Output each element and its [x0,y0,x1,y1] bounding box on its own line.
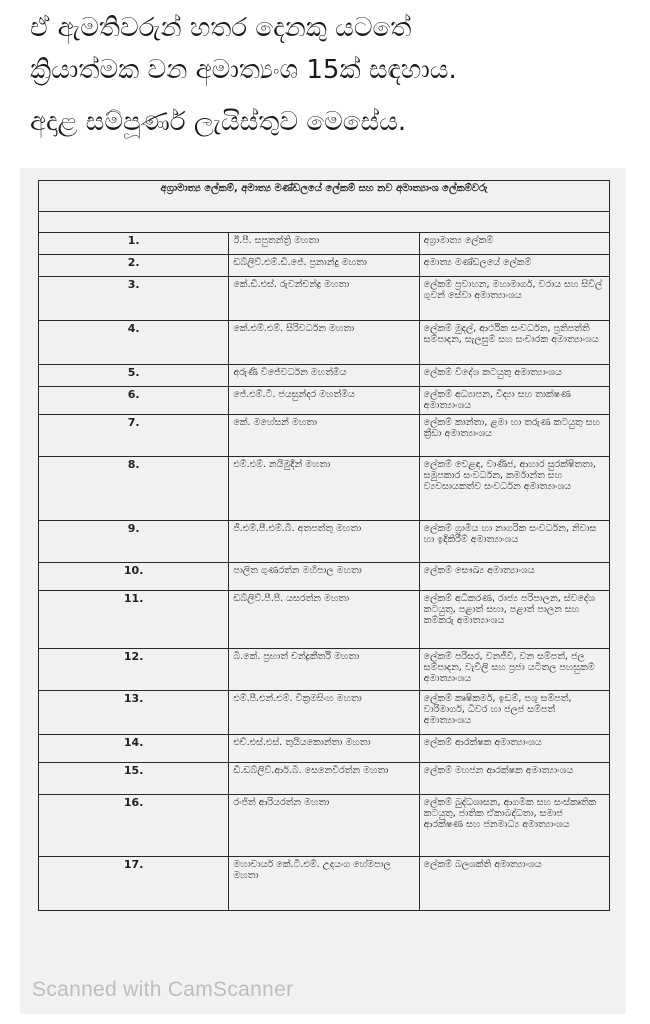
table-title-row [39,181,610,212]
row-number: 3. [39,277,229,321]
table-spacer [39,212,610,233]
table-row [39,649,610,691]
post-title: ලේකම් මහජන ආරක්ෂක අමාත්‍යාංශය [419,763,609,795]
camscanner-watermark: Scanned with CamScanner [32,978,294,1001]
table-row [39,233,610,255]
post-title: ලේකම් බලශක්ති අමාත්‍යාංශය [419,857,609,911]
post-title: ලේකම් ප්‍රවාහන, මහාමාර්ග, වරාය සහ සිවිල් ගුවන් සේවා අමාත්‍යාංශය [419,277,609,321]
officer-name: ඩබ්ලිව්.පී.පී. යසරත්න මහතා [229,591,419,649]
post-title: ලේකම් විදේශ කටයුතු අමාත්‍යාංශය [419,365,609,387]
officer-name: කේ.ඩී.එස්. රුවන්චන්ද්‍ර මහතා [229,277,419,321]
table-row [39,591,610,649]
table-row [39,735,610,763]
table-row [39,763,610,795]
scanned-document [20,168,626,1014]
row-number: 14. [39,735,229,763]
row-number: 12. [39,649,229,691]
row-number: 9. [39,521,229,563]
table-row [39,691,610,735]
row-number: 17. [39,857,229,911]
table-row [39,321,610,365]
secretaries-table [38,180,610,911]
row-number: 4. [39,321,229,365]
officer-name: කේ. මහේසන් මහතා [229,415,419,457]
officer-name: එම්.පී.එන්.එම්. වික්‍රමසිංහ මහතා [229,691,419,735]
officer-name: මහාචාර්ය කේ.ටී.එම්. උදයංග හේමපාල මහතා [229,857,419,911]
post-title: ලේකම් අධ්‍යාපන, විද්‍යා සහ තාක්ෂණ අමාත්‍යාංශය [419,387,609,415]
officer-name: කේ.එම්.එම්. සිරිවර්ධන මහතා [229,321,419,365]
post-title: ලේකම් බුද්ධශාසන, ආගමික සහ සංස්කෘතික කටයුතු, ජාතික ඒකාබද්ධතා, සමාජ ආරක්ෂණ සහ ජනමාධ්‍ය අමාත්‍යාංශය [419,795,609,857]
heading-line-2: ක්‍රියාත්මක වන අමාත්‍යංශ 15ක් සඳහාය. [30,55,457,85]
post-title: ලේකම් අධිකරණ, රාජ්‍ය පරිපාලන, ස්වදේශ කටයුතු, පළාත් සභා, පළාත් පාලන සහ කම්කරු අමාත්‍යාංශය [419,591,609,649]
table-title: අග්‍රාමාත්‍ය ලේකම්, අමාත්‍ය මණ්ඩලයේ ලේකම් සහ නව අමාත්‍යාංශ ලේකම්වරු [39,181,610,212]
officer-name: ඩබ්ලිව්.එම්.ඩී.ජේ. ප්‍රනාන්දු මහතා [229,255,419,277]
post-title: ලේකම් ග්‍රාමීය හා නාගරික සංවර්ධන, නිවාස හා ඉදිකිරීම් අමාත්‍යාංශය [419,521,609,563]
table-row [39,277,610,321]
table-row [39,387,610,415]
officer-name: ජේ.එම්.ටී. ජයසුන්දර මහත්මිය [229,387,419,415]
post-title: ලේකම් මුදල්, ආර්ථික සංවර්ධන, ප්‍රතිපත්ති සම්පාදන, සැලසුම් සහ සංචාරක අමාත්‍යාංශය [419,321,609,365]
table-row [39,857,610,911]
officer-name: ජී.එම්.පී.එම්.බී. අතපත්තු මහතා [229,521,419,563]
post-title: ලේකම් පරිසර, වනජීවී, වන සම්පත්, ජල සම්පාදන, වැවිලි සහ ප්‍රජා යටිතල පහසුකම් අමාත්‍යාංශය [419,649,609,691]
heading-line-3: අදාළ සම්පූර්ණ ලැයිස්තුව මෙසේය. [30,107,407,137]
row-number: 15. [39,763,229,795]
officer-name: බී.කේ. ප්‍රභාත් චන්ද්‍රකීර්ති මහතා [229,649,419,691]
post-title: අග්‍රාමාත්‍ය ලේකම් [419,233,609,255]
table-row [39,255,610,277]
row-number: 11. [39,591,229,649]
officer-name: පාලිත ගුණරත්න මහිපාල මහතා [229,563,419,591]
officer-name: එම්.එම්. නයිමුදීන් මහතා [229,457,419,521]
officer-name: ඩී.ඩබ්ලිව්.ආර්.බී. සෙනෙවිරත්න මහතා [229,763,419,795]
table-spacer-row [39,212,610,233]
table-row [39,563,610,591]
post-title: ලේකම් වෙළඳ, වාණිජ, ආහාර සුරක්ෂිතතා, සමුපකාර සංවර්ධන, කර්මාන්ත සහ ව්‍යවසායකත්ව සංවර්ධන අමාත්‍යාංශය [419,457,609,521]
row-number: 5. [39,365,229,387]
post-title: අමාත්‍ය මණ්ඩලයේ ලේකම් [419,255,609,277]
row-number: 8. [39,457,229,521]
table-row [39,457,610,521]
officer-name: එච්.එස්.එස්. තුයියකොන්තා මහතා [229,735,419,763]
table-row [39,521,610,563]
post-title: ලේකම් කෘෂිකර්ම, ඉඩම්, පශු සම්පත්, වාරිමාර්ග, ධීවර හා ජලජ සම්පත් අමාත්‍යාංශය [419,691,609,735]
row-number: 16. [39,795,229,857]
post-title: ලේකම් ආරක්ෂක අමාත්‍යාංශය [419,735,609,763]
officer-name: ඊ.පී. සපුතන්ත්‍රි මහතා [229,233,419,255]
officer-name: අරුණි විජේවර්ධන මහත්මිය [229,365,419,387]
table-row [39,415,610,457]
row-number: 2. [39,255,229,277]
post-title: ලේකම් සෞඛ්‍ය අමාත්‍යාංශය [419,563,609,591]
heading-line-1: ඒ ඇමතිවරුන් හතර දෙනකු යටතේ [30,13,412,43]
row-number: 1. [39,233,229,255]
row-number: 10. [39,563,229,591]
row-number: 7. [39,415,229,457]
post-title: ලේකම් කාන්තා, ළමා හා තරුණ කටයුතු සහ ක්‍රීඩා අමාත්‍යාංශය [419,415,609,457]
table-row [39,365,610,387]
row-number: 6. [39,387,229,415]
officer-name: රංජිත් ආරියරත්න මහතා [229,795,419,857]
row-number: 13. [39,691,229,735]
table-row [39,795,610,857]
